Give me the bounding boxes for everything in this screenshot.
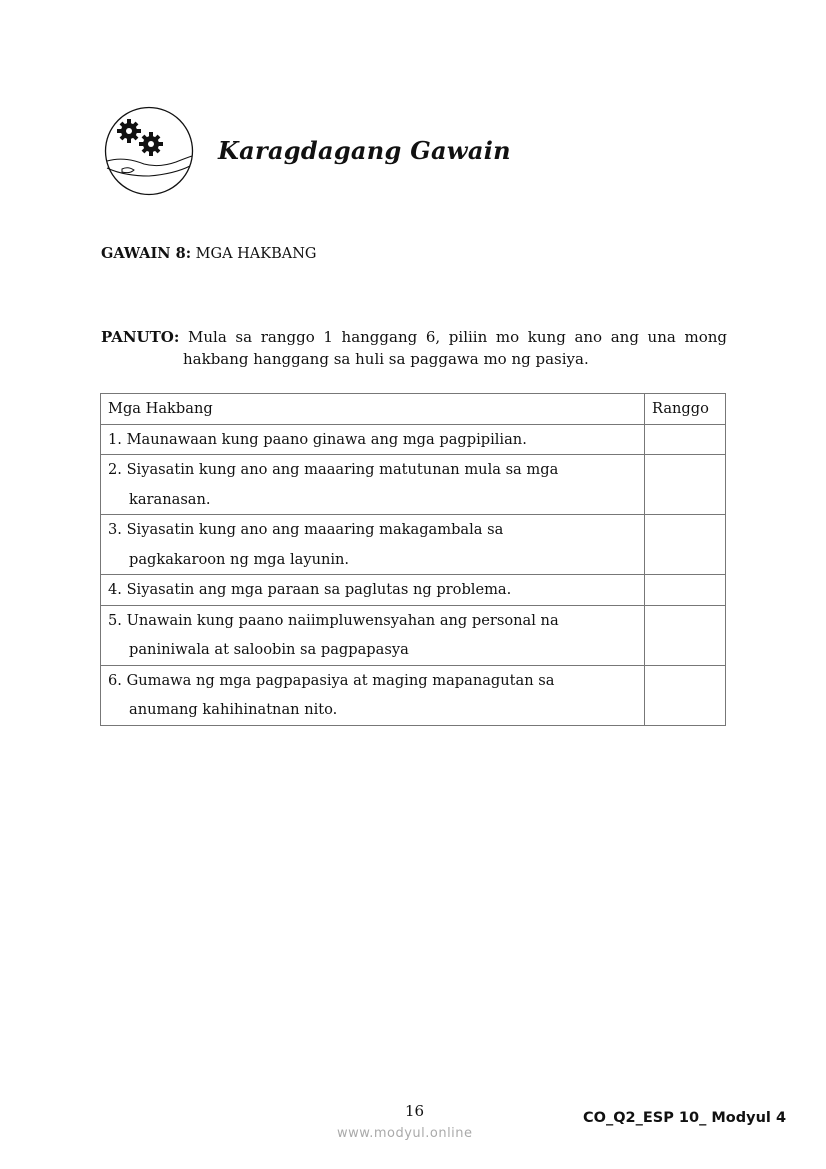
step-line2: karanasan. xyxy=(129,490,211,508)
rank-input-cell[interactable] xyxy=(645,605,726,665)
step-text xyxy=(101,515,645,575)
step-text xyxy=(101,605,645,665)
step-text xyxy=(101,665,645,725)
table-row xyxy=(101,665,726,725)
rank-input-cell[interactable] xyxy=(645,455,726,515)
step-line2: anumang kahihinatnan nito. xyxy=(129,701,338,718)
step-line1: 5. Unawain kung paano naiimpluwensyahan ang personal na xyxy=(108,611,559,629)
table-row xyxy=(101,605,726,665)
table-row xyxy=(101,515,726,575)
rank-input-cell[interactable] xyxy=(645,575,726,606)
table-row xyxy=(101,575,726,606)
module-code: CO_Q2_ESP 10_ Modyul 4 xyxy=(583,1110,787,1126)
step-line1: 3. Siyasatin kung ano ang maaaring makagambala sa xyxy=(108,521,504,538)
rank-input-cell[interactable] xyxy=(645,515,726,575)
step-line1: 1. Maunawaan kung paano ginawa ang mga pagpipilian. xyxy=(108,430,527,448)
step-text xyxy=(101,575,645,606)
header-rank: Ranggo xyxy=(645,394,726,425)
instructions-label: PANUTO: xyxy=(101,328,180,346)
step-line1: 4. Siyasatin ang mga paraan sa paglutas ng problema. xyxy=(108,581,512,598)
website-watermark: www.modyul.online xyxy=(337,1126,473,1141)
instructions-line2: hakbang hanggang sa huli sa paggawa mo ng pasiya. xyxy=(183,350,589,368)
section-title: Karagdagang Gawain xyxy=(218,136,511,165)
table-row xyxy=(101,455,726,515)
rank-input-cell[interactable] xyxy=(645,424,726,455)
rank-input-cell[interactable] xyxy=(645,665,726,725)
step-line1: 6. Gumawa ng mga pagpapasiya at maging mapanagutan sa xyxy=(108,671,555,689)
activity-heading xyxy=(101,245,317,262)
instructions xyxy=(101,326,727,370)
step-line1: 2. Siyasatin kung ano ang maaaring matutunan mula sa mga xyxy=(108,461,559,478)
activity-label: GAWAIN 8: xyxy=(101,245,192,262)
gears-on-hand-icon xyxy=(104,106,194,196)
step-text xyxy=(101,455,645,515)
step-line2: pagkakaroon ng mga layunin. xyxy=(129,550,350,568)
table-row xyxy=(101,424,726,455)
step-text xyxy=(101,424,645,455)
header-steps: Mga Hakbang xyxy=(101,394,645,425)
step-line2: paniniwala at saloobin sa pagpapasya xyxy=(129,641,409,658)
steps-table xyxy=(100,393,726,726)
instructions-line1: Mula sa ranggo 1 hanggang 6, piliin mo kung ano ang una mong xyxy=(188,328,727,346)
page-number: 16 xyxy=(405,1102,425,1120)
activity-name: MGA HAKBANG xyxy=(195,246,317,262)
table-header-row xyxy=(101,394,726,425)
